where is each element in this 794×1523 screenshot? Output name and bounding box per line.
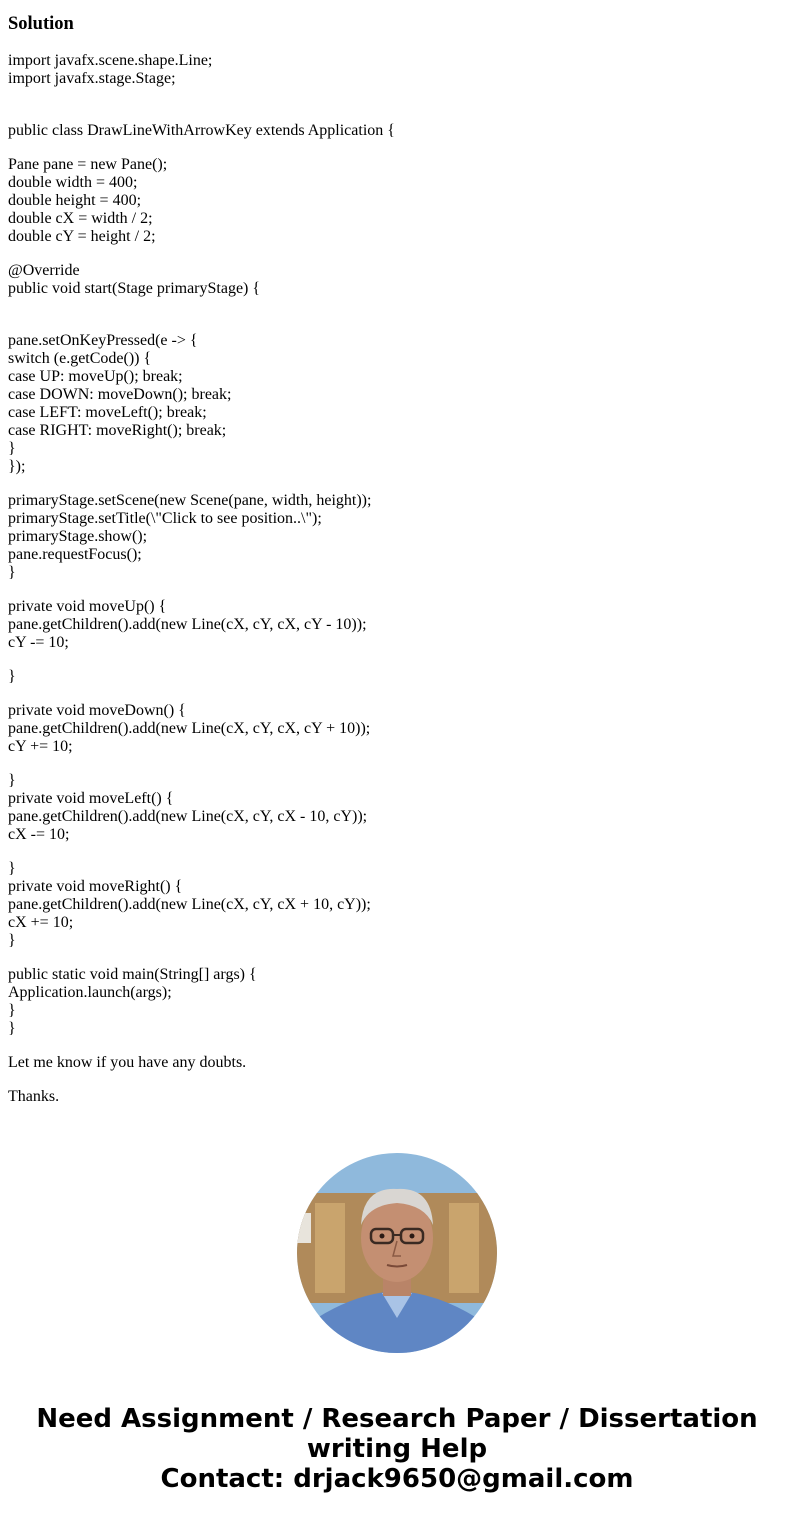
code-line: }: [8, 1020, 16, 1037]
code-line: case LEFT: moveLeft(); break;: [8, 404, 207, 421]
code-line: private void moveRight() {: [8, 878, 183, 895]
code-line: cY -= 10;: [8, 634, 69, 651]
code-line: }: [8, 772, 16, 789]
code-line: }: [8, 440, 16, 457]
code-line: double cY = height / 2;: [8, 228, 156, 245]
code-line: switch (e.getCode()) {: [8, 350, 152, 367]
code-line: Application.launch(args);: [8, 984, 172, 1001]
code-line: });: [8, 458, 26, 475]
code-line: primaryStage.setTitle(\"Click to see position..\");: [8, 510, 322, 527]
closing-doubts-text: Let me know if you have any doubts.: [8, 1054, 247, 1071]
code-line: pane.getChildren().add(new Line(cX, cY, cX, cY - 10));: [8, 616, 367, 633]
code-line: pane.requestFocus();: [8, 546, 142, 563]
code-line: }: [8, 932, 16, 949]
code-line: cX += 10;: [8, 914, 74, 931]
code-line: pane.getChildren().add(new Line(cX, cY, cX - 10, cY));: [8, 808, 368, 825]
code-line: }: [8, 668, 16, 685]
footer-headline-line-2: writing Help: [306, 1434, 488, 1464]
code-line: cY += 10;: [8, 738, 73, 755]
footer-headline-line-1: Need Assignment / Research Paper / Dissertation: [36, 1404, 758, 1434]
code-line: case DOWN: moveDown(); break;: [8, 386, 232, 403]
code-line: case RIGHT: moveRight(); break;: [8, 422, 227, 439]
page-title: Solution: [8, 14, 74, 34]
code-line: pane.getChildren().add(new Line(cX, cY, cX, cY + 10));: [8, 720, 371, 737]
code-line: public void start(Stage primaryStage) {: [8, 280, 261, 297]
code-line: double cX = width / 2;: [8, 210, 153, 227]
author-photo-icon: [297, 1153, 497, 1353]
code-line: }: [8, 564, 16, 581]
code-line: pane.getChildren().add(new Line(cX, cY, cX + 10, cY));: [8, 896, 371, 913]
code-line: pane.setOnKeyPressed(e -> {: [8, 332, 198, 349]
code-line: double width = 400;: [8, 174, 138, 191]
code-line: case UP: moveUp(); break;: [8, 368, 183, 385]
code-line: primaryStage.show();: [8, 528, 148, 545]
code-line: import javafx.stage.Stage;: [8, 70, 176, 87]
code-line: cX -= 10;: [8, 826, 70, 843]
code-line: private void moveLeft() {: [8, 790, 174, 807]
footer-contact: Contact: drjack9650@gmail.com: [160, 1464, 634, 1494]
code-line: public static void main(String[] args) {: [8, 966, 257, 983]
code-line: Pane pane = new Pane();: [8, 156, 168, 173]
code-line: double height = 400;: [8, 192, 142, 209]
code-line: import javafx.scene.shape.Line;: [8, 52, 213, 69]
code-line: public class DrawLineWithArrowKey extends Application {: [8, 122, 395, 139]
code-line: }: [8, 1002, 16, 1019]
closing-thanks-text: Thanks.: [8, 1088, 60, 1105]
code-line: private void moveDown() {: [8, 702, 186, 719]
code-line: }: [8, 860, 16, 877]
code-line: @Override: [8, 262, 80, 279]
code-line: primaryStage.setScene(new Scene(pane, width, height));: [8, 492, 372, 509]
code-line: private void moveUp() {: [8, 598, 167, 615]
